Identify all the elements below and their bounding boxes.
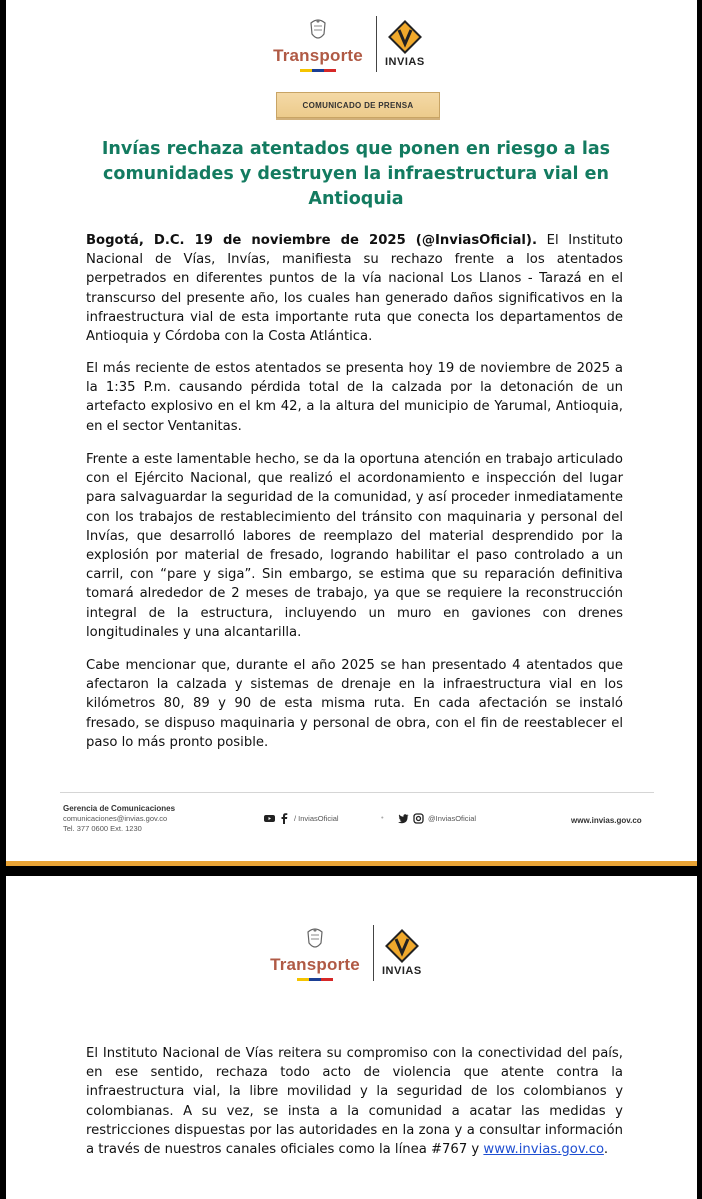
footer-social-1 bbox=[264, 813, 339, 824]
invias-diamond-icon bbox=[388, 20, 422, 54]
paragraph-3: Frente a este lamentable hecho, se da la oportuna atención en trabajo articulado con el Ejército Nacional, que realizó el acordonamiento e inspección del lugar para salvaguardar la seguridad de la comunidad, y así proceder inmediatamente con los trabajos de restablecimiento del tránsito con maquinaria y personal del Invías, que desarrolló labores de reemplazo del material desprendido por la explosión por material de fresado, logrando habilitar el paso controlado a un carril, con “pare y siga”. Sin embargo, se estima que su reparación definitiva tomará alrededor de 2 meses de trabajo, ya que se requiere la reconstrucción integral de la estructura, incluyendo un muro en gaviones con drenes longitudinales y una alcantarilla. bbox=[86, 452, 623, 640]
footer-divider bbox=[60, 792, 654, 793]
transporte-logo bbox=[268, 17, 368, 72]
coat-of-arms-icon bbox=[307, 17, 329, 43]
dateline: Bogotá, D.C. 19 de noviembre de 2025 (@InviasOficial). bbox=[86, 233, 537, 248]
press-release-label: COMUNICADO DE PRENSA bbox=[302, 100, 414, 110]
transporte-label: Transporte bbox=[270, 954, 360, 974]
footer-website[interactable]: www.invias.gov.co bbox=[571, 816, 642, 825]
page-title: Invías rechaza atentados que ponen en riesgo a las comunidades y destruyen la infraestructura vial en Antioquia bbox=[101, 139, 611, 209]
transporte-label: Transporte bbox=[273, 45, 363, 65]
footer-social-handle-2: @InviasOficial bbox=[428, 814, 477, 823]
document-page-1 bbox=[6, 0, 697, 866]
website-link[interactable]: www.invias.gov.co bbox=[483, 1142, 604, 1158]
footer-phone: Tel. 377 0600 Ext. 1230 bbox=[63, 824, 142, 833]
paragraph-5-end: . bbox=[603, 1142, 609, 1158]
footer-contact bbox=[63, 804, 175, 834]
youtube-icon[interactable] bbox=[264, 813, 275, 824]
paragraph-1 bbox=[86, 231, 623, 346]
logo-divider bbox=[376, 16, 377, 72]
invias-label: INVIAS bbox=[382, 965, 422, 977]
press-release-badge bbox=[276, 92, 440, 118]
document-page-2 bbox=[6, 876, 697, 1199]
footer-social-handle-1: / InviasOficial bbox=[294, 814, 339, 823]
invias-diamond-icon bbox=[385, 929, 419, 963]
header-logos-2 bbox=[265, 925, 422, 981]
footer-orange-bar bbox=[6, 861, 697, 866]
colombia-flag-stripe bbox=[297, 978, 333, 981]
invias-logo bbox=[385, 20, 425, 68]
paragraph-1-text: El Instituto Nacional de Vías, Invías, manifiesta su rechazo frente a los atentados perpetrados en diferentes puntos de la vía nacional Los Llanos - Tarazá en el transcurso del presente año, los cuales han generado daños significativos en la infraestructura vial de esta importante ruta que conecta los departamentos de Antioquia y Córdoba con la Costa Atlántica. bbox=[86, 233, 623, 345]
paragraph-5-text: El Instituto Nacional de Vías reitera su compromiso con la conectividad del país, en ese sentido, rechaza todo acto de violencia que atente contra la infraestructura vial, la libre movilidad y la seguridad de los colombianos y colombianas. A su vez, se insta a la comunidad a acatar las medidas y restricciones dispuestas por las autoridades en la zona y a consultar información a través de nuestros canales oficiales como la línea #767 y bbox=[86, 1046, 623, 1158]
footer-social-2 bbox=[398, 813, 476, 824]
paragraph-4: Cabe mencionar que, durante el año 2025 se han presentado 4 atentados que afectaron la calzada y sistemas de drenaje en la infraestructura vial en los kilómetros 80, 89 y 90 de esta misma ruta. En cada afectación se instaló fresado, se dispuso maquinaria y personal de obra, con el fin de reestablecer el paso lo más pronto posible. bbox=[86, 658, 623, 750]
header-logos bbox=[268, 16, 425, 72]
logo-divider bbox=[373, 925, 374, 981]
facebook-icon[interactable] bbox=[279, 813, 290, 824]
paragraph-2: El más reciente de estos atentados se presenta hoy 19 de noviembre de 2025 a la 1:35 P.m. causando pérdida total de la calzada por la detonación de un artefacto explosivo en el km 42, a la altura del municipio de Yarumal, Antioquia, en el sector Ventanitas. bbox=[86, 361, 623, 434]
coat-of-arms-icon bbox=[304, 926, 326, 952]
footer-department: Gerencia de Comunicaciones bbox=[63, 804, 176, 813]
colombia-flag-stripe bbox=[300, 69, 336, 72]
transporte-logo-2 bbox=[265, 926, 365, 981]
footer-dot: • bbox=[381, 813, 384, 822]
twitter-icon[interactable] bbox=[398, 813, 409, 824]
invias-label: INVIAS bbox=[385, 56, 425, 68]
footer-email: comunicaciones@invias.gov.co bbox=[63, 814, 168, 823]
instagram-icon[interactable] bbox=[413, 813, 424, 824]
paragraph-5 bbox=[86, 1044, 623, 1159]
invias-logo-2 bbox=[382, 929, 422, 977]
